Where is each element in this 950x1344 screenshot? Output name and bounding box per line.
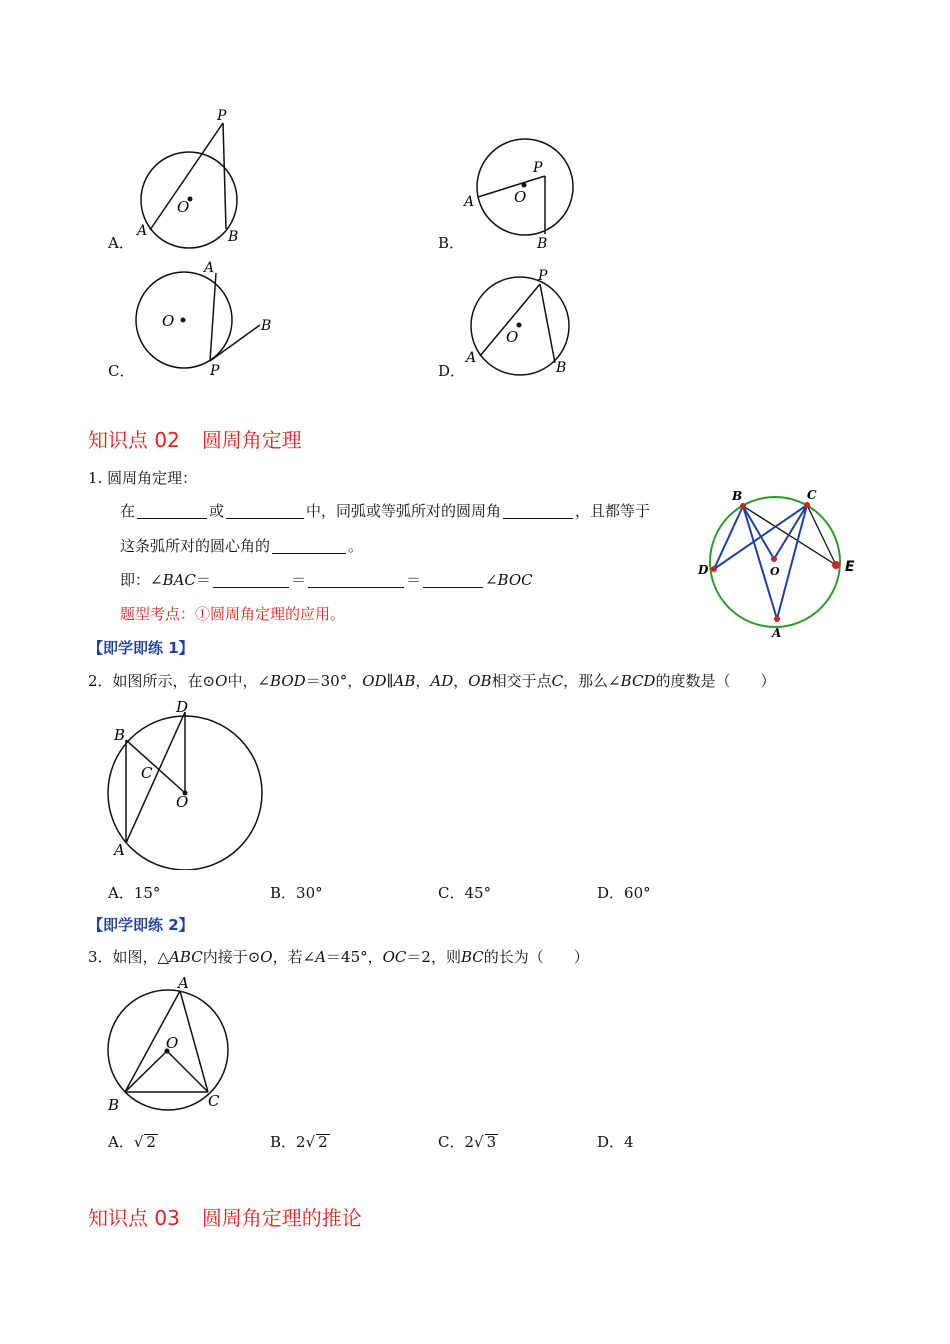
q2-option-a[interactable]: A．15° xyxy=(108,884,161,902)
text: 中，同弧或等弧所对的圆周角 xyxy=(306,502,502,520)
fill-blank[interactable] xyxy=(226,502,304,519)
option-a-figure xyxy=(125,105,255,250)
math-var: BOC xyxy=(497,571,533,589)
section-heading-03 xyxy=(88,1202,362,1231)
q3-option-b[interactable]: B．2√ 2 xyxy=(270,1133,328,1151)
point-label: P xyxy=(533,160,543,176)
theorem-item: 1. 圆周角定理： xyxy=(88,469,198,487)
text: ＝30°， xyxy=(305,672,363,690)
fill-blank[interactable] xyxy=(308,571,404,588)
point-label: C xyxy=(141,764,153,782)
math-var: BOD xyxy=(270,672,306,690)
point-label: A xyxy=(137,223,148,239)
fill-blank[interactable] xyxy=(213,571,289,588)
text: ，那么∠ xyxy=(563,672,621,690)
text: 在 xyxy=(120,502,136,520)
option-b-figure xyxy=(460,130,585,255)
text: ， xyxy=(415,672,431,690)
section-heading-02 xyxy=(88,424,302,453)
option-c-figure xyxy=(130,258,280,378)
text: ＝45°， xyxy=(326,948,383,966)
text: ＝ xyxy=(290,571,306,589)
point-label: O xyxy=(514,188,527,206)
math-var: BC xyxy=(460,948,484,966)
point-label: A xyxy=(114,841,125,859)
text: ∠ xyxy=(484,571,498,589)
question-2-figure xyxy=(100,695,275,870)
math-var: ABC xyxy=(169,948,203,966)
point-label: D xyxy=(176,698,189,716)
text: ∥ xyxy=(386,672,394,690)
option-d-figure xyxy=(458,262,588,380)
text: ，若∠ xyxy=(272,948,316,966)
section-number: 知识点 02 xyxy=(88,428,180,452)
option-d-label[interactable]: D． xyxy=(438,362,466,380)
text: ＝2，则 xyxy=(406,948,461,966)
text: ＝ xyxy=(405,571,421,589)
theorem-note: 题型考点：①圆周角定理的应用。 xyxy=(120,605,346,623)
fill-blank[interactable] xyxy=(503,502,573,519)
fill-blank[interactable] xyxy=(137,502,207,519)
text: 即：∠ xyxy=(120,571,163,589)
option-a-label[interactable]: A． xyxy=(108,234,134,252)
point-label: A xyxy=(466,350,477,366)
text: 的度数是（ ） xyxy=(655,672,776,690)
text: 如图所示，在⊙ xyxy=(112,672,216,690)
point-label: A xyxy=(178,974,189,992)
q3-option-a[interactable]: A．√ 2 xyxy=(108,1133,156,1151)
point-label: O xyxy=(177,198,190,216)
theorem-line-1 xyxy=(120,501,650,521)
math-var: OD xyxy=(362,672,387,690)
point-label: O xyxy=(162,312,175,330)
text: 。 xyxy=(348,537,364,555)
math-var: AB xyxy=(393,672,416,690)
option-c-label[interactable]: C． xyxy=(108,362,135,380)
point-label: P xyxy=(217,108,227,124)
fill-blank[interactable] xyxy=(423,571,483,588)
math-var: OC xyxy=(382,948,407,966)
q2-option-c[interactable]: C．45° xyxy=(438,884,492,902)
fill-blank[interactable] xyxy=(272,537,346,554)
point-label: A xyxy=(772,626,782,640)
text: ＝ xyxy=(195,571,211,589)
point-label: B xyxy=(108,1096,120,1114)
question-3-figure xyxy=(100,972,240,1117)
point-label: P xyxy=(210,363,220,378)
math-var: AD xyxy=(430,672,454,690)
math-var: C xyxy=(551,672,564,690)
point-label: C xyxy=(807,488,817,502)
point-label: B xyxy=(261,318,272,334)
section-title: 圆周角定理的推论 xyxy=(201,1206,362,1230)
section-title: 圆周角定理 xyxy=(201,428,302,452)
point-label: O xyxy=(166,1034,179,1052)
q3-option-d[interactable]: D．4 xyxy=(597,1133,634,1151)
math-var: O xyxy=(260,948,273,966)
theorem-figure xyxy=(690,482,870,642)
option-b-label[interactable]: B． xyxy=(438,234,465,252)
theorem-line-2 xyxy=(120,536,363,556)
question-3-text xyxy=(88,947,589,967)
q2-option-b[interactable]: B．30° xyxy=(270,884,323,902)
question-number: 3． xyxy=(88,948,113,966)
text: 内接于⊙ xyxy=(202,948,261,966)
text: 中，∠ xyxy=(227,672,271,690)
math-var: A xyxy=(315,948,327,966)
point-label: O xyxy=(770,565,780,578)
text: 如图，△ xyxy=(112,948,170,966)
math-var: BAC xyxy=(162,571,196,589)
section-number: 知识点 03 xyxy=(88,1206,180,1230)
math-var: BCD xyxy=(620,672,656,690)
practice-2-heading: 【即学即练 2】 xyxy=(88,916,194,934)
point-label: A xyxy=(204,260,215,276)
theorem-line-3 xyxy=(120,570,533,590)
text: 或 xyxy=(209,502,225,520)
text: 这条弧所对的圆心角的 xyxy=(120,537,271,555)
point-label: B xyxy=(556,360,567,376)
question-number: 2． xyxy=(88,672,113,690)
point-label: B xyxy=(732,489,743,503)
point-label: A xyxy=(464,194,475,210)
math-var: OB xyxy=(468,672,492,690)
point-label: D xyxy=(698,563,709,577)
text: 的长为（ ） xyxy=(483,948,589,966)
text: 相交于点 xyxy=(491,672,552,690)
math-var: O xyxy=(215,672,228,690)
point-label: B xyxy=(537,236,548,252)
point-label: B xyxy=(114,726,126,744)
point-label: P xyxy=(538,268,548,284)
text: ， xyxy=(453,672,469,690)
point-label: E xyxy=(845,559,855,575)
text: ，且都等于 xyxy=(575,502,651,520)
point-label: O xyxy=(506,328,519,346)
point-label: C xyxy=(208,1092,220,1110)
q2-option-d[interactable]: D．60° xyxy=(597,884,651,902)
practice-1-heading: 【即学即练 1】 xyxy=(88,639,194,657)
point-label: O xyxy=(176,793,189,811)
q3-option-c[interactable]: C．2√ 3 xyxy=(438,1133,497,1151)
point-label: B xyxy=(228,229,239,245)
question-2-text xyxy=(88,671,775,691)
